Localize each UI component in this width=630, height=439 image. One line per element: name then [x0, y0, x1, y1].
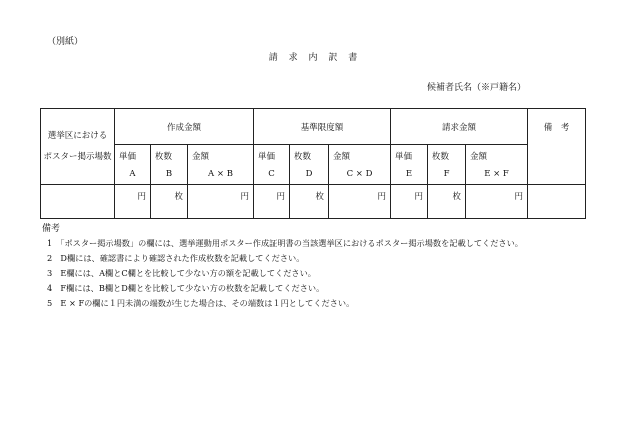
sub-count-1: 枚数 B: [151, 145, 188, 185]
unit-yen-e: 円: [391, 185, 428, 219]
unit-yen-ab: 円: [188, 185, 254, 219]
note-5: 5 E × Fの欄に１円未満の端数が生じた場合は、その端数は１円としてください。: [47, 298, 355, 308]
row-header-line2: ポスター掲示場数: [43, 151, 112, 162]
candidate-name-label: 候補者氏名（※戸籍名）: [427, 83, 527, 93]
sub-count-2: 枚数 D: [290, 145, 329, 185]
unit-sheets-d: 枚: [290, 185, 329, 219]
notes-heading: 備考: [42, 224, 61, 234]
sub-unit-price-2: 単価 C: [254, 145, 290, 185]
sub-amount-2: 金額 C × D: [329, 145, 391, 185]
row-header-line1: 選挙区における: [47, 130, 108, 141]
group-header-production: 作成金額: [115, 109, 254, 145]
note-1: 1 「ポスター掲示場数」の欄には、選挙運動用ポスター作成証明書の当該選挙区におけるポスター掲示場数を記載してください。: [47, 238, 523, 248]
group-header-limit: 基準限度額: [254, 109, 391, 145]
unit-sheets-f: 枚: [428, 185, 466, 219]
document-title: 請 求 内 訳 書: [268, 53, 362, 63]
row-header-cell: [41, 109, 115, 185]
unit-sheets-b: 枚: [151, 185, 188, 219]
note-3: 3 E欄には、A欄とC欄とを比較して少ない方の額を記載してください。: [47, 268, 316, 278]
breakdown-table: [40, 108, 586, 219]
note-4: 4 F欄には、B欄とD欄とを比較して少ない方の枚数を記載してください。: [47, 283, 325, 293]
sub-amount-3: 金額 E × F: [466, 145, 528, 185]
sub-amount-1: 金額 A × B: [188, 145, 254, 185]
unit-yen-ef: 円: [466, 185, 528, 219]
sub-count-3: 枚数 F: [428, 145, 466, 185]
unit-yen-cd: 円: [329, 185, 391, 219]
note-2: 2 D欄には、確認書により確認された作成枚数を記載してください。: [47, 253, 305, 263]
remarks-header: 備 考: [528, 109, 586, 185]
poster-count-cell: [41, 185, 115, 219]
annex-label: （別紙）: [47, 37, 84, 47]
unit-yen-a: 円: [115, 185, 151, 219]
sub-unit-price-1: 単価 A: [115, 145, 151, 185]
sub-unit-price-3: 単価 E: [391, 145, 428, 185]
remarks-cell: [528, 185, 586, 219]
group-header-claim: 請求金額: [391, 109, 528, 145]
unit-yen-c: 円: [254, 185, 290, 219]
